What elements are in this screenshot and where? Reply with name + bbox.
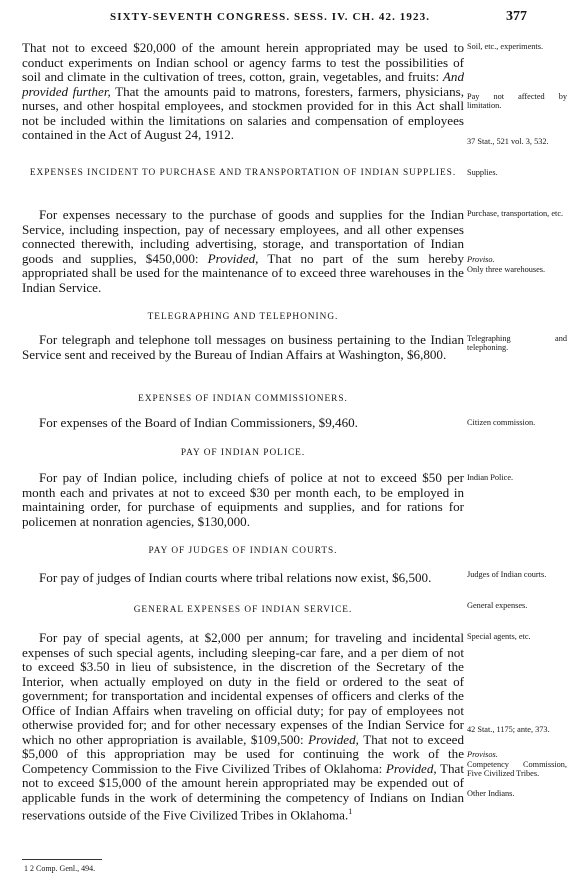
margin-note-soil: Soil, etc., experiments. <box>467 42 544 51</box>
margin-note-telegraphing: Telegraphing and telephoning. <box>467 334 567 353</box>
paragraph-soil-experiments <box>22 41 464 143</box>
margin-note-judges: Judges of Indian courts. <box>467 570 547 579</box>
paragraph-telegraph: For telegraph and telephone toll messages on business pertaining to the Indian Service sent and received by the Bureau of Indian Affairs at Washington, $6,800. <box>22 332 464 362</box>
proviso-label: And provided further, <box>22 69 464 99</box>
paragraph-police: For pay of Indian police, including chiefs of police at not to exceed $50 per month each and privates at not to exceed $30 per month each, to be employed in maintaining order, for purchase of equipments and supplies, and for rations for policemen at nonration agencies, $130,000. <box>22 470 464 529</box>
running-title: SIXTY-SEVENTH CONGRESS. SESS. IV. CH. 42. 1923. <box>110 11 431 23</box>
paragraph-purchase-supplies <box>22 208 464 295</box>
paragraph-text: That no part of the sum hereby appropriated shall be used for the maintenance of to exceed three warehouses in the Indian Service. <box>22 250 464 295</box>
paragraph-judges: For pay of judges of Indian courts where tribal relations now exist, $6,500. <box>39 570 432 585</box>
heading-telegraphing: TELEGRAPHING AND TELEPHONING. <box>147 312 339 322</box>
proviso-label: Provided, <box>385 760 437 776</box>
paragraph-commissioners: For expenses of the Board of Indian Commissioners, $9,460. <box>39 415 358 430</box>
paragraph-text: That the amounts paid to matrons, foresters, farmers, physicians, nurses, and other hospital employees, and stockmen provided for in this Act shall not be included within the limitations on salaries and compensation of employees contained in the Act of August 24, 1912. <box>22 83 464 142</box>
margin-note-statute-37: 37 Stat., 521 vol. 3, 532. <box>467 137 549 146</box>
margin-note-special-agents: Special agents, etc. <box>467 632 531 641</box>
margin-note-other-indians: Other Indians. <box>467 789 515 798</box>
margin-note-statute-42: 42 Stat., 1175; ante, 373. <box>467 725 550 734</box>
paragraph-text: That not to exceed $5,000 of this appropriation may be used for continuing the work of the Competency Commission to the Five Civilized Tribes of Oklahoma: <box>22 731 465 776</box>
margin-note-supplies: Supplies. <box>467 168 498 177</box>
margin-note-provisos <box>467 750 567 759</box>
footnote: 1 2 Comp. Genl., 494. <box>24 864 96 873</box>
footnote-divider <box>22 859 102 860</box>
page-number: 377 <box>506 9 527 24</box>
margin-note-purchase: Purchase, transportation, etc. <box>467 209 564 218</box>
margin-note-general: General expenses. <box>467 601 528 610</box>
paragraph-text: That not to exceed $20,000 of the amount herein appropriated may be used to conduct experiments on Indian school or agency farms to test the possibilities of soil and climate in the cultivation of trees, cotton, grain, vegetables, and fruits: <box>22 40 464 84</box>
heading-judges: PAY OF JUDGES OF INDIAN COURTS. <box>148 546 338 556</box>
paragraph-general-expenses <box>22 631 464 823</box>
margin-note-competency: Competency Commission, Five Civilized Tribes. <box>467 760 567 779</box>
paragraph-text: That not to exceed $15,000 of the amount herein appropriated may be expended out of applicable funds in the work of determining the competency of Indians on Indian reservations outside of the Five Civilized Tribes in Oklahoma. <box>22 760 464 823</box>
margin-note-proviso <box>467 255 567 264</box>
margin-provisos-label: Provisos. <box>467 750 498 759</box>
paragraph-text: For pay of special agents, at $2,000 per annum; for traveling and incidental expenses of such special agents, including sleeping-car fare, and a per diem of not to exceed $3.50 in lieu of subsistence, in the discretion of the Secretary of the Interior, when actually employed on duty in the field or ordered to the seat of government; for transportation and incidental expenses of officers and clerks of the Office of Indian Affairs when traveling on official duty; for pay of employees not otherwise provided for; and for other necessary expenses of the Indian Service for which no other appropriation is available, $109,500: <box>22 630 464 747</box>
heading-commissioners: EXPENSES OF INDIAN COMMISSIONERS. <box>138 394 348 404</box>
paragraph-text: For expenses necessary to the purchase of goods and supplies for the Indian Service, including inspection, pay of necessary employees, and all other expenses connected therewith, including advertising, storage, and transportation of Indian goods and supplies, $450,000: <box>22 207 464 266</box>
margin-note-police: Indian Police. <box>467 473 514 482</box>
heading-police: PAY OF INDIAN POLICE. <box>180 448 306 458</box>
margin-proviso-label: Proviso. <box>467 255 495 264</box>
heading-purchase-transportation: EXPENSES INCIDENT TO PURCHASE AND TRANSPORTATION OF INDIAN SUPPLIES. <box>29 168 457 178</box>
running-header <box>0 11 574 27</box>
margin-note-warehouses: Only three warehouses. <box>467 265 546 274</box>
footnote-marker[interactable]: 1 <box>348 807 353 816</box>
margin-note-pay-limitation: Pay not affected by limitation. <box>467 92 567 111</box>
proviso-label: Provided, <box>308 731 359 747</box>
proviso-label: Provided, <box>207 250 259 266</box>
margin-note-citizen-commission: Citizen commission. <box>467 418 536 427</box>
heading-general-expenses: GENERAL EXPENSES OF INDIAN SERVICE. <box>133 605 353 615</box>
